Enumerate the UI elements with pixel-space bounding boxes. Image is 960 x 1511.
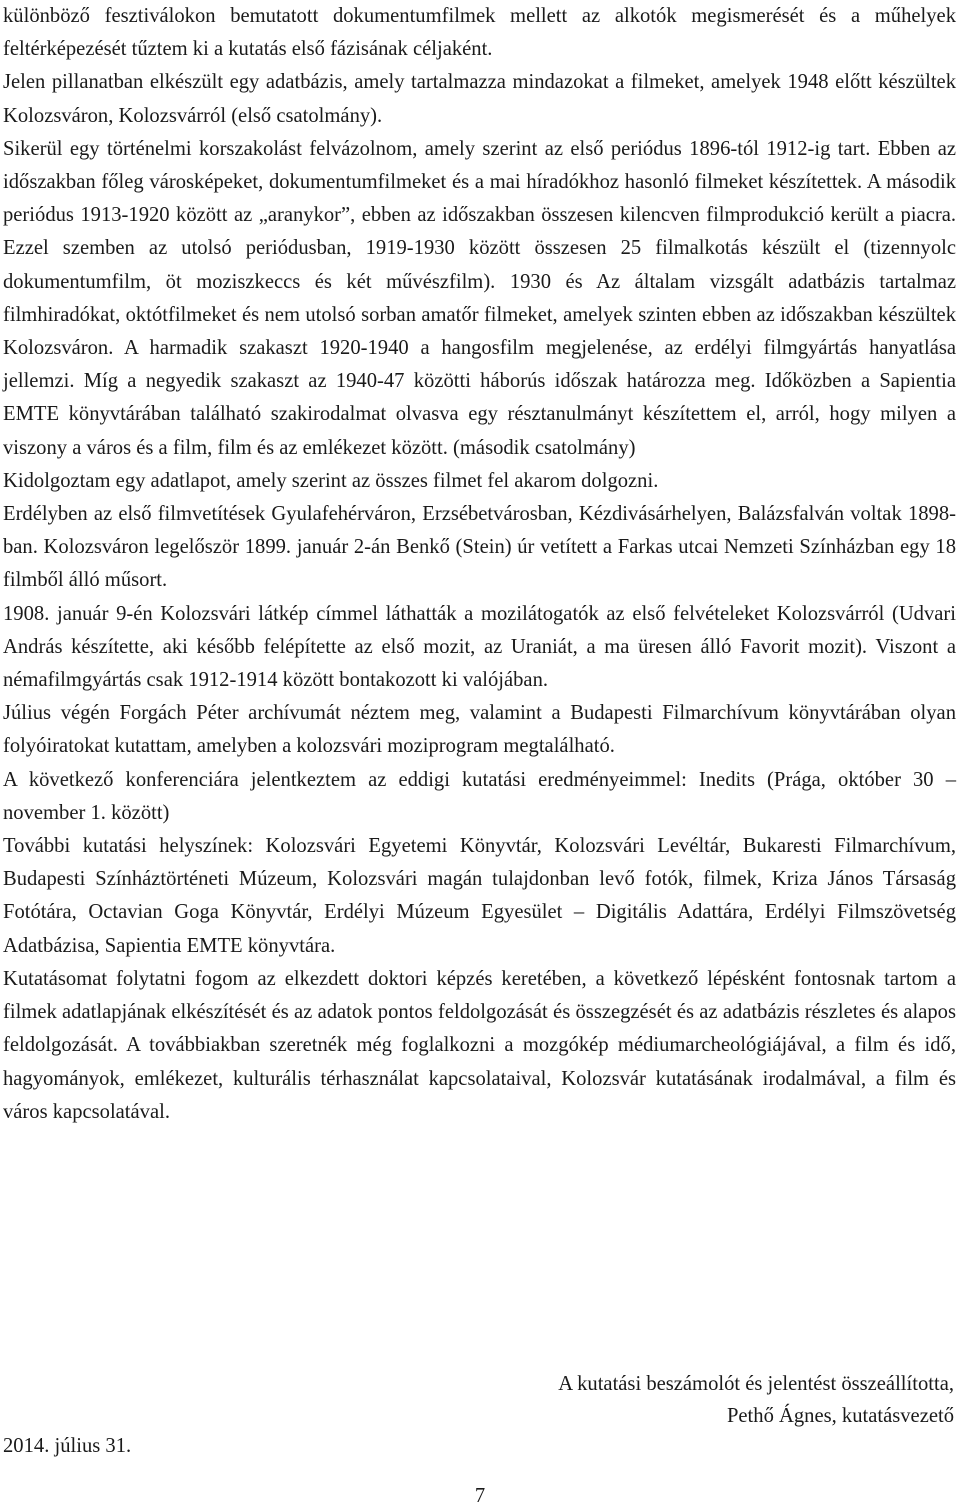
body-text	[3, 0, 956, 1129]
signature-line-author: Pethő Ágnes, kutatásvezető	[726, 1405, 954, 1427]
paragraph-research-locations: További kutatási helyszínek: Kolozsvári Egyetemi Könyvtár, Kolozsvári Levéltár, Bukaresti Filmarchívum, Budapesti Színháztörténeti Múzeum, Kolozsvári magán tulajdonban levő fotók, filmek, Kriza János Társaság Fotótára, Octavian Goga Könyvtár, Erdélyi Múzeum Egyesület – Digitális Adattára, Erdélyi Filmszövetség Adatbázisa, Sapientia EMTE könyvtára.	[3, 835, 956, 957]
paragraph-future-plans: Kutatásomat folytatni fogom az elkezdett doktori képzés keretében, a következő lépésként fontosnak tartom a filmek adatlapjának elkészítését és az adatok pontos feldolgozását és összegzését és az adatbázis részletes és alapos feldolgozását. A továbbiakban szeretnék még foglalkozni a mozgókép médiumarcheológiájával, a film és idő, hagyományok, emlékezet, kulturális térhasználat kapcsolataival, Kolozsvár kutatásának irodalmával, a film és város kapcsolatával.	[3, 967, 956, 1123]
signature-line-compiled-by: A kutatási beszámolót és jelentést összeállította,	[558, 1373, 954, 1395]
paragraph-1908: 1908. január 9-én Kolozsvári látkép címmel láthatták a mozilátogatók az első felvételeket Kolozsvárról (Udvari András készítette, aki később felépítette az első mozit, az Uraniát, a ma üresen álló Favorit mozit). Viszont a némafilmgyártás csak 1912-1914 között bontakozott ki valójában.	[3, 602, 956, 692]
paragraph-conference: A következő konferenciára jelentkeztem az eddigi kutatási eredményeimmel: Inedits (Prága, október 30 – november 1. között)	[3, 768, 956, 824]
paragraph-datasheet: Kidolgoztam egy adatlapot, amely szerint az összes filmet fel akarom dolgozni.	[3, 469, 659, 492]
paragraph-july-research: Július végén Forgách Péter archívumát néztem meg, valamint a Budapesti Filmarchívum könyvtárában olyan folyóiratokat kutattam, amelyben a kolozsvári moziprogram megtalálható.	[3, 702, 956, 758]
paragraph-database: Jelen pillanatban elkészült egy adatbázis, amely tartalmazza mindazokat a filmeket, amelyek 1948 előtt készültek Kolozsváron, Kolozsvárról (első csatolmány).	[3, 71, 956, 127]
signature-block	[558, 1368, 954, 1432]
paragraph-festivals: különböző fesztiválokon bemutatott dokumentumfilmek mellett az alkotók megismerését és a műhelyek feltérképezését tűztem ki a kutatás első fázisának céljaként.	[3, 5, 956, 61]
paragraph-periodization: Sikerül egy történelmi korszakolást felvázolnom, amely szerint az első periódus 1896-tól 1912-ig tart. Ebben az időszakban főleg városképeket, dokumentumfilmeket és a mai híradókhoz hasonló filmeket készítettek. A második periódus 1913-1920 között az „aranykor”, ebben az időszakban összesen kilencven filmprodukció került a piacra. Ezzel szemben az utolsó periódusban, 1919-1930 között összesen 25 filmalkotás készült el (tizennyolc dokumentumfilm, öt moziszkeccs és két művészfilm). 1930 és Az általam vizsgált adatbázis tartalmaz filmhiradókat, októtfilmeket és nem utolsó sorban amatőr filmeket, amelyek szinten ebben az időszakban készültek Kolozsváron. A harmadik szakaszt 1920-1940 a hangosfilm megjelenése, az erdélyi filmgyártás hanyatlása jellemzi. Míg a negyedik szakaszt az 1940-47 közötti háborús időszak határozza meg. Időközben a Sapientia EMTE könyvtárában található szakirodalmat olvasva egy résztanulmányt készítettem el, arról, hogy milyen a viszony a város és a film, film és az emlékezet között. (második csatolmány)	[3, 137, 956, 459]
paragraph-first-screenings: Erdélyben az első filmvetítések Gyulafehérváron, Erzsébetvárosban, Kézdivásárhelyen, Balázsfalván voltak 1898-ban. Kolozsváron legelőször 1899. január 2-án Benkő (Stein) úr vetített a Farkas utcai Nemzeti Színházban egy 18 filmből álló műsort.	[3, 503, 956, 592]
page-number: 7	[474, 1485, 486, 1507]
document-date: 2014. július 31.	[3, 1435, 132, 1457]
